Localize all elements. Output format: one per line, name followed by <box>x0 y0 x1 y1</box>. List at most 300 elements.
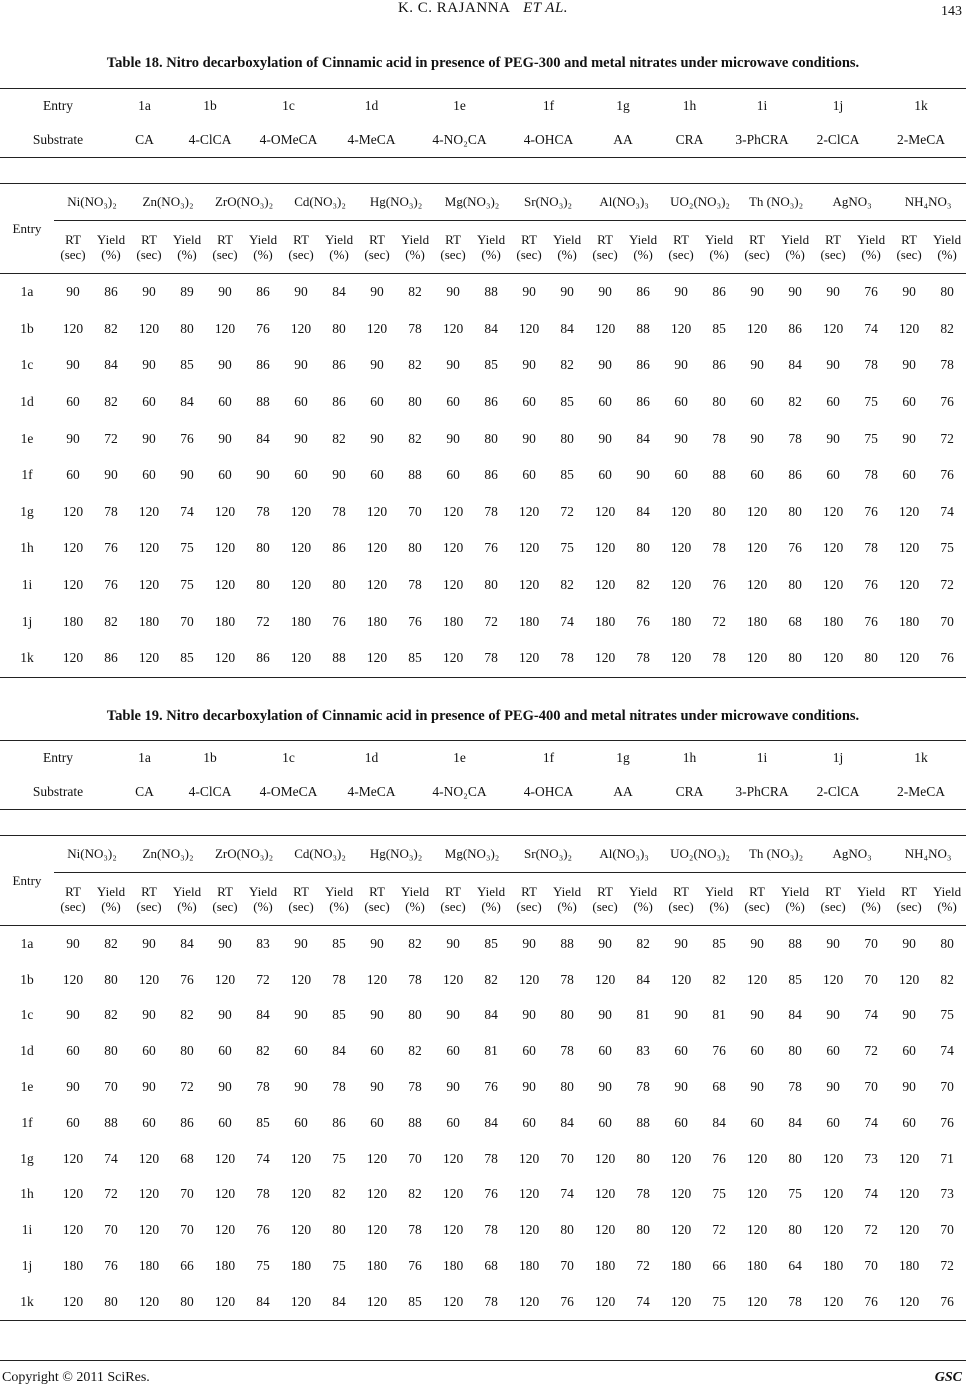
rt-value: 90 <box>522 935 536 951</box>
rt-value: 120 <box>746 503 768 519</box>
rt-value: 90 <box>674 1079 688 1095</box>
yield-value: 88 <box>712 467 726 483</box>
yield-label: Yield <box>704 884 734 899</box>
rt-value: 90 <box>294 1079 308 1095</box>
yield-value: 84 <box>256 430 270 446</box>
yield-value: 75 <box>788 1186 802 1202</box>
rt-value: 120 <box>290 971 312 987</box>
rt-value: 180 <box>442 613 464 629</box>
rt-label: RT <box>141 884 157 899</box>
substrate-table <box>0 740 966 810</box>
table-row <box>0 926 966 962</box>
yield-value: 82 <box>408 935 422 951</box>
yield-value: 80 <box>256 577 270 593</box>
rt-unit: (sec) <box>440 247 466 262</box>
row-entry: 1i <box>21 1222 33 1238</box>
yield-header <box>928 221 966 274</box>
substrate-name: 2-MeCA <box>897 784 945 799</box>
rt-value: 120 <box>594 1293 616 1309</box>
yield-header <box>472 221 510 274</box>
entry-row <box>0 741 966 776</box>
yield-unit: (%) <box>253 247 273 262</box>
rt-value: 60 <box>446 1043 460 1059</box>
yield-value: 76 <box>560 1293 574 1309</box>
row-entry: 1h <box>20 1186 34 1202</box>
yield-header <box>320 873 358 926</box>
yield-value: 85 <box>332 1007 346 1023</box>
rt-value: 120 <box>746 577 768 593</box>
rt-value: 120 <box>214 503 236 519</box>
yield-value: 84 <box>484 1114 498 1130</box>
yield-value: 86 <box>104 284 118 300</box>
substrate-label: Substrate <box>32 132 84 147</box>
rt-header <box>54 873 92 926</box>
yield-value: 80 <box>484 577 498 593</box>
rt-value: 90 <box>218 1079 232 1095</box>
yield-value: 75 <box>332 1258 346 1274</box>
yield-value: 72 <box>104 1186 118 1202</box>
substrate-name: 4-MeCA <box>347 784 396 799</box>
rt-value: 90 <box>142 1079 156 1095</box>
yield-unit: (%) <box>861 899 881 914</box>
metal-nitrate-header: Ni(NO₃)₂ <box>54 836 130 873</box>
rt-unit: (sec) <box>516 899 542 914</box>
yield-value: 70 <box>560 1150 574 1166</box>
rt-value: 60 <box>218 1114 232 1130</box>
rt-value: 120 <box>138 540 160 556</box>
rt-value: 90 <box>446 935 460 951</box>
results-table <box>0 835 966 1321</box>
yield-value: 88 <box>408 467 422 483</box>
metal-nitrate-header: UO₂(NO₃)₂ <box>662 836 738 873</box>
yield-value: 86 <box>484 467 498 483</box>
yield-value: 74 <box>940 503 954 519</box>
rt-header <box>814 221 852 274</box>
table-row <box>0 1069 966 1105</box>
rt-header <box>890 221 928 274</box>
yield-header <box>700 873 738 926</box>
metal-nitrate-header: Sr(NO₃)₂ <box>510 184 586 221</box>
rt-value: 90 <box>902 935 916 951</box>
rt-value: 60 <box>370 1043 384 1059</box>
rt-value: 90 <box>522 357 536 373</box>
yield-value: 76 <box>940 394 954 410</box>
yield-value: 78 <box>636 1079 650 1095</box>
yield-value: 72 <box>940 577 954 593</box>
yield-value: 88 <box>104 1114 118 1130</box>
metal-nitrate-header: Mg(NO₃)₂ <box>434 836 510 873</box>
yield-value: 88 <box>636 320 650 336</box>
rt-value: 90 <box>598 284 612 300</box>
rt-value: 60 <box>750 467 764 483</box>
yield-value: 70 <box>864 1079 878 1095</box>
table-row <box>0 603 966 640</box>
yield-label: Yield <box>324 884 354 899</box>
rt-value: 120 <box>366 1150 388 1166</box>
rt-value: 90 <box>142 935 156 951</box>
rt-value: 120 <box>822 971 844 987</box>
table-row <box>0 274 966 311</box>
rt-value: 60 <box>674 394 688 410</box>
rt-value: 90 <box>446 1079 460 1095</box>
rt-value: 60 <box>826 467 840 483</box>
rt-label: RT <box>901 232 918 247</box>
substrate-row <box>0 775 966 810</box>
rt-value: 120 <box>670 503 692 519</box>
metal-nitrate-header: Hg(NO₃)₂ <box>358 836 434 873</box>
row-entry: 1a <box>20 935 34 951</box>
rt-value: 90 <box>446 430 460 446</box>
rt-value: 90 <box>66 430 80 446</box>
yield-value: 84 <box>788 357 802 373</box>
yield-value: 86 <box>712 357 726 373</box>
rt-label: RT <box>65 232 81 247</box>
yield-value: 80 <box>332 320 346 336</box>
rt-value: 120 <box>822 1293 844 1309</box>
substrate-name: CRA <box>675 784 704 799</box>
rt-value: 90 <box>370 430 384 446</box>
yield-value: 80 <box>636 1222 650 1238</box>
yield-label: Yield <box>552 884 582 899</box>
rt-value: 90 <box>294 357 308 373</box>
rt-value: 120 <box>442 503 464 519</box>
rt-label: RT <box>673 884 689 899</box>
substrate-name: 4-OMeCA <box>259 784 318 799</box>
metal-nitrate-header: Cd(NO₃)₂ <box>282 184 358 221</box>
rt-value: 120 <box>746 1293 768 1309</box>
rt-value: 120 <box>670 1186 692 1202</box>
yield-value: 70 <box>180 1186 194 1202</box>
row-entry: 1d <box>20 1043 34 1059</box>
rt-value: 120 <box>62 971 84 987</box>
yield-value: 80 <box>560 1007 574 1023</box>
rt-value: 90 <box>598 430 612 446</box>
yield-value: 82 <box>332 1186 346 1202</box>
rt-value: 120 <box>138 577 160 593</box>
yield-unit: (%) <box>861 247 881 262</box>
metal-nitrate-header: Zn(NO₃)₂ <box>130 184 206 221</box>
row-entry: 1e <box>20 1079 34 1095</box>
rt-value: 120 <box>594 503 616 519</box>
yield-value: 74 <box>104 1150 118 1166</box>
rt-value: 180 <box>822 1258 844 1274</box>
rt-value: 120 <box>822 540 844 556</box>
yield-value: 82 <box>788 394 802 410</box>
yield-value: 84 <box>180 394 194 410</box>
yield-value: 85 <box>560 467 574 483</box>
yield-value: 78 <box>484 1150 498 1166</box>
rt-value: 120 <box>518 577 540 593</box>
rt-value: 90 <box>826 935 840 951</box>
yield-label: Yield <box>96 884 126 899</box>
entry-id: 1e <box>453 98 466 113</box>
rt-value: 120 <box>898 320 920 336</box>
rt-value: 120 <box>670 577 692 593</box>
rt-header <box>358 873 396 926</box>
substrate-name: 3-PhCRA <box>735 132 789 147</box>
yield-value: 88 <box>636 1114 650 1130</box>
yield-value: 76 <box>940 1293 954 1309</box>
row-entry: 1f <box>21 1114 33 1130</box>
rt-value: 90 <box>66 357 80 373</box>
rt-unit: (sec) <box>668 899 694 914</box>
table-row <box>0 998 966 1034</box>
yield-value: 82 <box>636 935 650 951</box>
rt-unit: (sec) <box>136 899 162 914</box>
yield-value: 85 <box>408 1293 422 1309</box>
entry-id: 1b <box>203 750 217 765</box>
rt-value: 120 <box>898 540 920 556</box>
rt-value: 90 <box>674 284 688 300</box>
yield-unit: (%) <box>329 247 349 262</box>
yield-label: Yield <box>248 884 278 899</box>
yield-header <box>396 221 434 274</box>
yield-label: Yield <box>400 884 430 899</box>
metal-nitrate-header: ZrO(NO₃)₂ <box>206 184 282 221</box>
rt-value: 120 <box>138 650 160 666</box>
yield-value: 74 <box>180 503 194 519</box>
yield-header <box>624 873 662 926</box>
yield-value: 84 <box>636 971 650 987</box>
row-entry: 1h <box>20 540 34 556</box>
rt-value: 60 <box>674 1043 688 1059</box>
yield-value: 78 <box>408 1079 422 1095</box>
yield-value: 90 <box>560 284 574 300</box>
rt-value: 180 <box>518 613 540 629</box>
rt-value: 120 <box>822 577 844 593</box>
yield-unit: (%) <box>177 247 197 262</box>
yield-value: 78 <box>484 1293 498 1309</box>
yield-value: 78 <box>332 1079 346 1095</box>
rt-value: 120 <box>898 1186 920 1202</box>
rt-label: RT <box>217 884 233 899</box>
yield-value: 72 <box>712 1222 726 1238</box>
yield-value: 76 <box>484 1186 498 1202</box>
yield-value: 80 <box>788 577 802 593</box>
yield-value: 72 <box>864 1222 878 1238</box>
yield-value: 78 <box>864 540 878 556</box>
metal-nitrate-header: Th (NO₃)₂ <box>738 184 814 221</box>
rt-value: 90 <box>66 284 80 300</box>
yield-value: 78 <box>712 650 726 666</box>
entry-row <box>0 89 966 124</box>
yield-value: 76 <box>864 503 878 519</box>
rt-value: 90 <box>370 1007 384 1023</box>
rt-header <box>434 873 472 926</box>
yield-label: Yield <box>476 884 506 899</box>
yield-header <box>776 221 814 274</box>
yield-value: 76 <box>256 320 270 336</box>
rt-value: 120 <box>366 1222 388 1238</box>
entry-id: 1i <box>756 98 768 113</box>
rt-value: 120 <box>290 1150 312 1166</box>
entry-id: 1h <box>682 98 697 113</box>
yield-value: 82 <box>104 613 118 629</box>
row-entry: 1j <box>21 1258 33 1274</box>
rt-value: 120 <box>366 577 388 593</box>
yield-value: 84 <box>788 1114 802 1130</box>
yield-value: 78 <box>256 503 270 519</box>
rt-value: 120 <box>898 1150 920 1166</box>
table-row <box>0 347 966 384</box>
rt-value: 60 <box>142 467 156 483</box>
table-row <box>0 457 966 494</box>
yield-unit: (%) <box>557 247 577 262</box>
page-number: 143 <box>941 4 962 19</box>
table-row <box>0 1284 966 1320</box>
substrate-name: 2-ClCA <box>816 132 860 147</box>
rt-value: 60 <box>370 1114 384 1130</box>
yield-value: 82 <box>940 320 954 336</box>
yield-value: 82 <box>332 430 346 446</box>
yield-value: 80 <box>560 430 574 446</box>
journal-abbreviation: GSC <box>934 1370 962 1385</box>
yield-value: 78 <box>636 650 650 666</box>
rt-value: 120 <box>62 650 84 666</box>
rt-value: 180 <box>518 1258 540 1274</box>
rt-value: 120 <box>138 971 160 987</box>
rt-value: 90 <box>294 284 308 300</box>
rt-value: 120 <box>214 1293 236 1309</box>
rt-value: 120 <box>138 1293 160 1309</box>
yield-value: 86 <box>256 284 270 300</box>
rt-value: 60 <box>674 467 688 483</box>
yield-value: 80 <box>408 540 422 556</box>
rt-value: 120 <box>594 650 616 666</box>
row-entry: 1d <box>20 394 34 410</box>
rt-header <box>890 873 928 926</box>
rt-value: 120 <box>62 1293 84 1309</box>
yield-value: 75 <box>940 540 954 556</box>
yield-value: 80 <box>940 284 954 300</box>
yield-header <box>624 221 662 274</box>
yield-value: 90 <box>332 467 346 483</box>
yield-label: Yield <box>96 232 126 247</box>
substrate-name: 4-ClCA <box>188 132 232 147</box>
rt-label: RT <box>825 884 841 899</box>
yield-value: 78 <box>788 1079 802 1095</box>
yield-value: 81 <box>712 1007 726 1023</box>
yield-unit: (%) <box>253 899 273 914</box>
yield-value: 86 <box>332 540 346 556</box>
rt-value: 120 <box>670 320 692 336</box>
row-entry: 1c <box>20 1007 34 1023</box>
yield-value: 88 <box>788 935 802 951</box>
substrate-name: AA <box>613 132 633 147</box>
yield-unit: (%) <box>405 899 425 914</box>
yield-unit: (%) <box>481 247 501 262</box>
rt-value: 90 <box>370 284 384 300</box>
rt-value: 120 <box>290 577 312 593</box>
yield-value: 75 <box>712 1293 726 1309</box>
yield-value: 74 <box>636 1293 650 1309</box>
table-row <box>0 1212 966 1248</box>
rt-value: 90 <box>294 1007 308 1023</box>
rt-value: 60 <box>902 467 916 483</box>
yield-value: 76 <box>864 613 878 629</box>
yield-value: 86 <box>636 394 650 410</box>
rt-value: 60 <box>446 394 460 410</box>
rt-unit: (sec) <box>744 247 770 262</box>
yield-label: Yield <box>172 232 202 247</box>
unit-header-row <box>0 873 966 926</box>
table-row <box>0 311 966 348</box>
yield-value: 74 <box>256 1150 270 1166</box>
rt-unit: (sec) <box>288 247 314 262</box>
yield-value: 78 <box>712 540 726 556</box>
rt-unit: (sec) <box>60 247 86 262</box>
yield-value: 70 <box>864 935 878 951</box>
copyright-notice: Copyright © 2011 SciRes. <box>2 1370 150 1385</box>
rt-value: 90 <box>750 1007 764 1023</box>
rt-value: 180 <box>290 1258 312 1274</box>
yield-value: 72 <box>256 613 270 629</box>
table-row <box>0 567 966 604</box>
rt-value: 120 <box>518 1186 540 1202</box>
yield-header <box>472 873 510 926</box>
yield-unit: (%) <box>329 899 349 914</box>
rt-value: 90 <box>674 430 688 446</box>
rt-value: 90 <box>750 430 764 446</box>
yield-value: 75 <box>256 1258 270 1274</box>
yield-value: 80 <box>180 320 194 336</box>
rt-label: RT <box>521 884 537 899</box>
rt-value: 180 <box>62 1258 84 1274</box>
entry-column-header: Entry <box>0 184 54 274</box>
rt-label: RT <box>749 232 765 247</box>
rt-value: 60 <box>66 1114 80 1130</box>
table-row <box>0 1141 966 1177</box>
yield-unit: (%) <box>101 899 121 914</box>
rt-value: 120 <box>670 1222 692 1238</box>
table-row <box>0 384 966 421</box>
yield-value: 88 <box>484 284 498 300</box>
yield-value: 66 <box>180 1258 194 1274</box>
row-entry: 1b <box>20 971 34 987</box>
rt-value: 120 <box>822 1222 844 1238</box>
rt-value: 90 <box>750 935 764 951</box>
rt-value: 60 <box>522 467 536 483</box>
metal-nitrate-header: Th (NO₃)₂ <box>738 836 814 873</box>
table-row <box>0 530 966 567</box>
rt-value: 60 <box>66 394 80 410</box>
yield-label: Yield <box>400 232 430 247</box>
yield-value: 70 <box>408 1150 422 1166</box>
yield-value: 82 <box>180 1007 194 1023</box>
yield-value: 82 <box>560 577 574 593</box>
rt-value: 120 <box>746 540 768 556</box>
rt-unit: (sec) <box>440 899 466 914</box>
metal-header-row <box>0 836 966 873</box>
rt-value: 180 <box>594 613 616 629</box>
yield-value: 84 <box>332 284 346 300</box>
rt-value: 120 <box>898 650 920 666</box>
yield-value: 72 <box>256 971 270 987</box>
yield-value: 76 <box>332 613 346 629</box>
yield-value: 80 <box>256 540 270 556</box>
yield-value: 78 <box>940 357 954 373</box>
rt-label: RT <box>369 232 385 247</box>
rt-value: 60 <box>142 1114 156 1130</box>
rt-unit: (sec) <box>744 899 770 914</box>
rt-value: 120 <box>594 1222 616 1238</box>
rt-unit: (sec) <box>288 899 314 914</box>
yield-value: 82 <box>104 320 118 336</box>
yield-header <box>776 873 814 926</box>
yield-value: 68 <box>180 1150 194 1166</box>
yield-value: 84 <box>560 1114 574 1130</box>
yield-value: 80 <box>332 577 346 593</box>
